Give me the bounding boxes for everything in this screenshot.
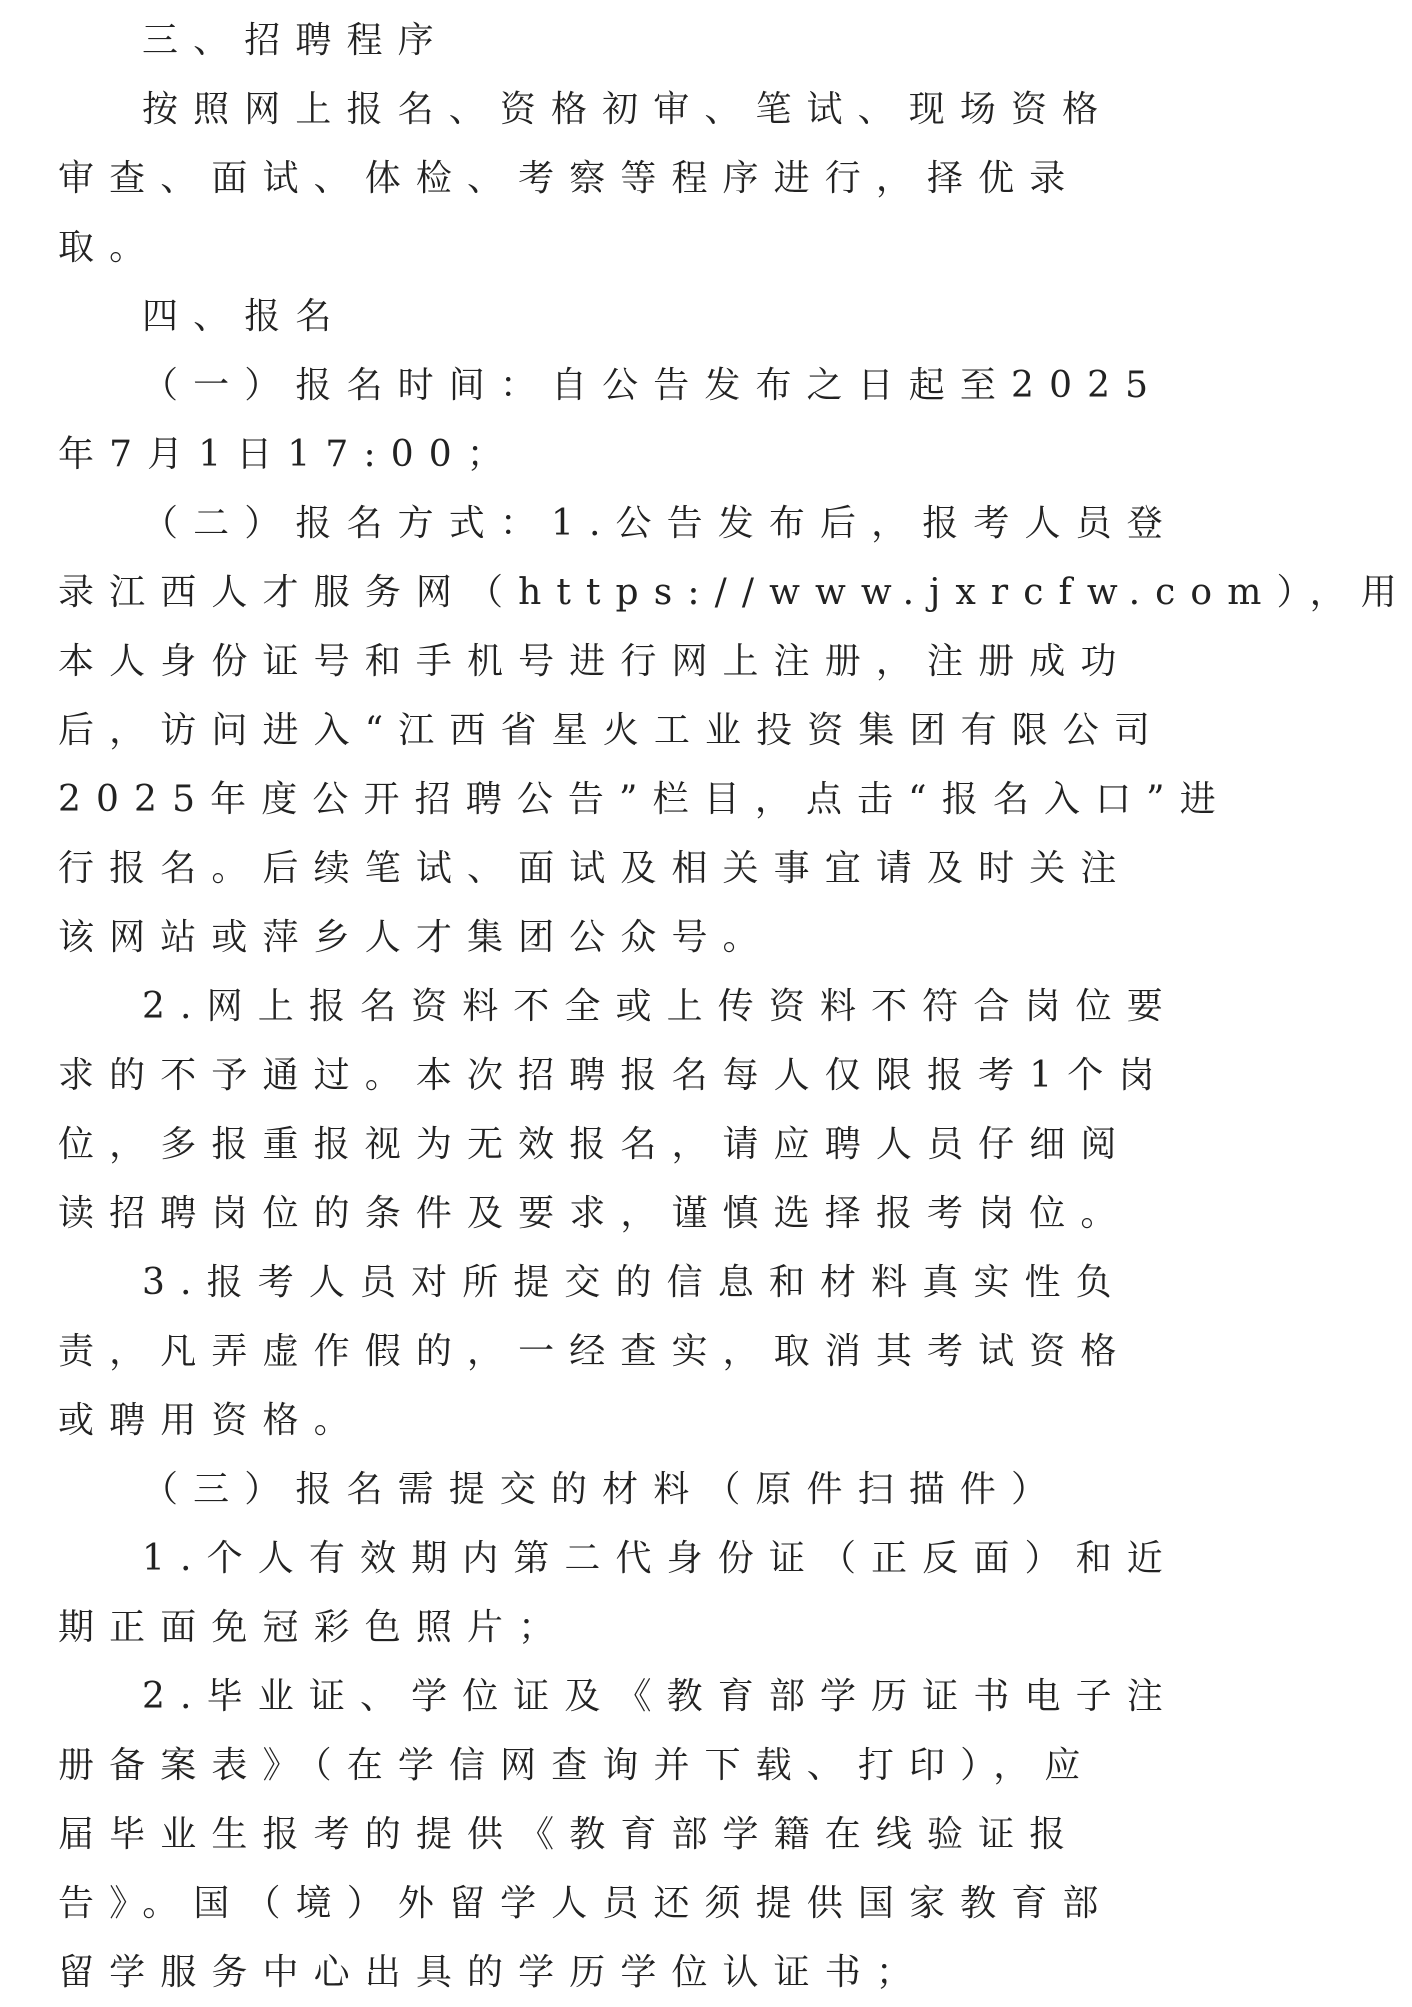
paragraph-line: 届毕业生报考的提供《教育部学籍在线验证报 — [58, 1814, 1081, 1855]
document-page — [58, 0, 1412, 2002]
subsection-heading-materials: （三）报名需提交的材料（原件扫描件） — [142, 1469, 1063, 1510]
section-heading-registration: 四、报名 — [142, 296, 347, 337]
paragraph-line: 留学服务中心出具的学历学位认证书； — [58, 1952, 928, 1993]
paragraph-line: 2025年度公开招聘公告”栏目，点击“报名入口”进 — [58, 779, 1231, 820]
paragraph-line: 1.个人有效期内第二代身份证（正反面）和近 — [142, 1538, 1178, 1579]
section-heading-procedure: 三、招聘程序 — [142, 20, 449, 61]
paragraph-line: 期正面免冠彩色照片； — [58, 1607, 570, 1648]
paragraph-line: （一）报名时间：自公告发布之日起至2025 — [142, 365, 1164, 406]
paragraph-line: 该网站或萍乡人才集团公众号。 — [58, 917, 774, 958]
paragraph-line: 行报名。后续笔试、面试及相关事宜请及时关注 — [58, 848, 1132, 889]
paragraph-line: 年7月1日17:00； — [58, 434, 518, 475]
paragraph-line: 告》。国（境）外留学人员还须提供国家教育部 — [58, 1883, 1114, 1924]
paragraph-line: 录江西人才服务网（https://www.jxrcfw.com），用 — [58, 572, 1412, 613]
paragraph-line: （二）报名方式：1.公告发布后，报考人员登 — [142, 503, 1178, 544]
paragraph-line: 后，访问进入“江西省星火工业投资集团有限公司 — [58, 710, 1166, 751]
paragraph-line: 读招聘岗位的条件及要求，谨慎选择报考岗位。 — [58, 1193, 1132, 1234]
paragraph-line: 本人身份证号和手机号进行网上注册，注册成功 — [58, 641, 1132, 682]
paragraph-line: 审查、面试、体检、考察等程序进行，择优录 — [58, 158, 1081, 199]
paragraph-line: 册备案表》（在学信网查询并下载、打印），应 — [58, 1745, 1096, 1786]
paragraph-line: 2.网上报名资料不全或上传资料不符合岗位要 — [142, 986, 1178, 1027]
paragraph-line: 求的不予通过。本次招聘报名每人仅限报考1个岗 — [58, 1055, 1170, 1096]
paragraph-line: 责，凡弄虚作假的，一经查实，取消其考试资格 — [58, 1331, 1132, 1372]
paragraph-line: 2.毕业证、学位证及《教育部学历证书电子注 — [142, 1676, 1178, 1717]
paragraph-line: 或聘用资格。 — [58, 1400, 365, 1441]
paragraph-line: 3.报考人员对所提交的信息和材料真实性负 — [142, 1262, 1127, 1303]
paragraph-line: 位，多报重报视为无效报名，请应聘人员仔细阅 — [58, 1124, 1132, 1165]
paragraph-line: 按照网上报名、资格初审、笔试、现场资格 — [142, 89, 1114, 130]
paragraph-line: 取。 — [58, 227, 161, 268]
